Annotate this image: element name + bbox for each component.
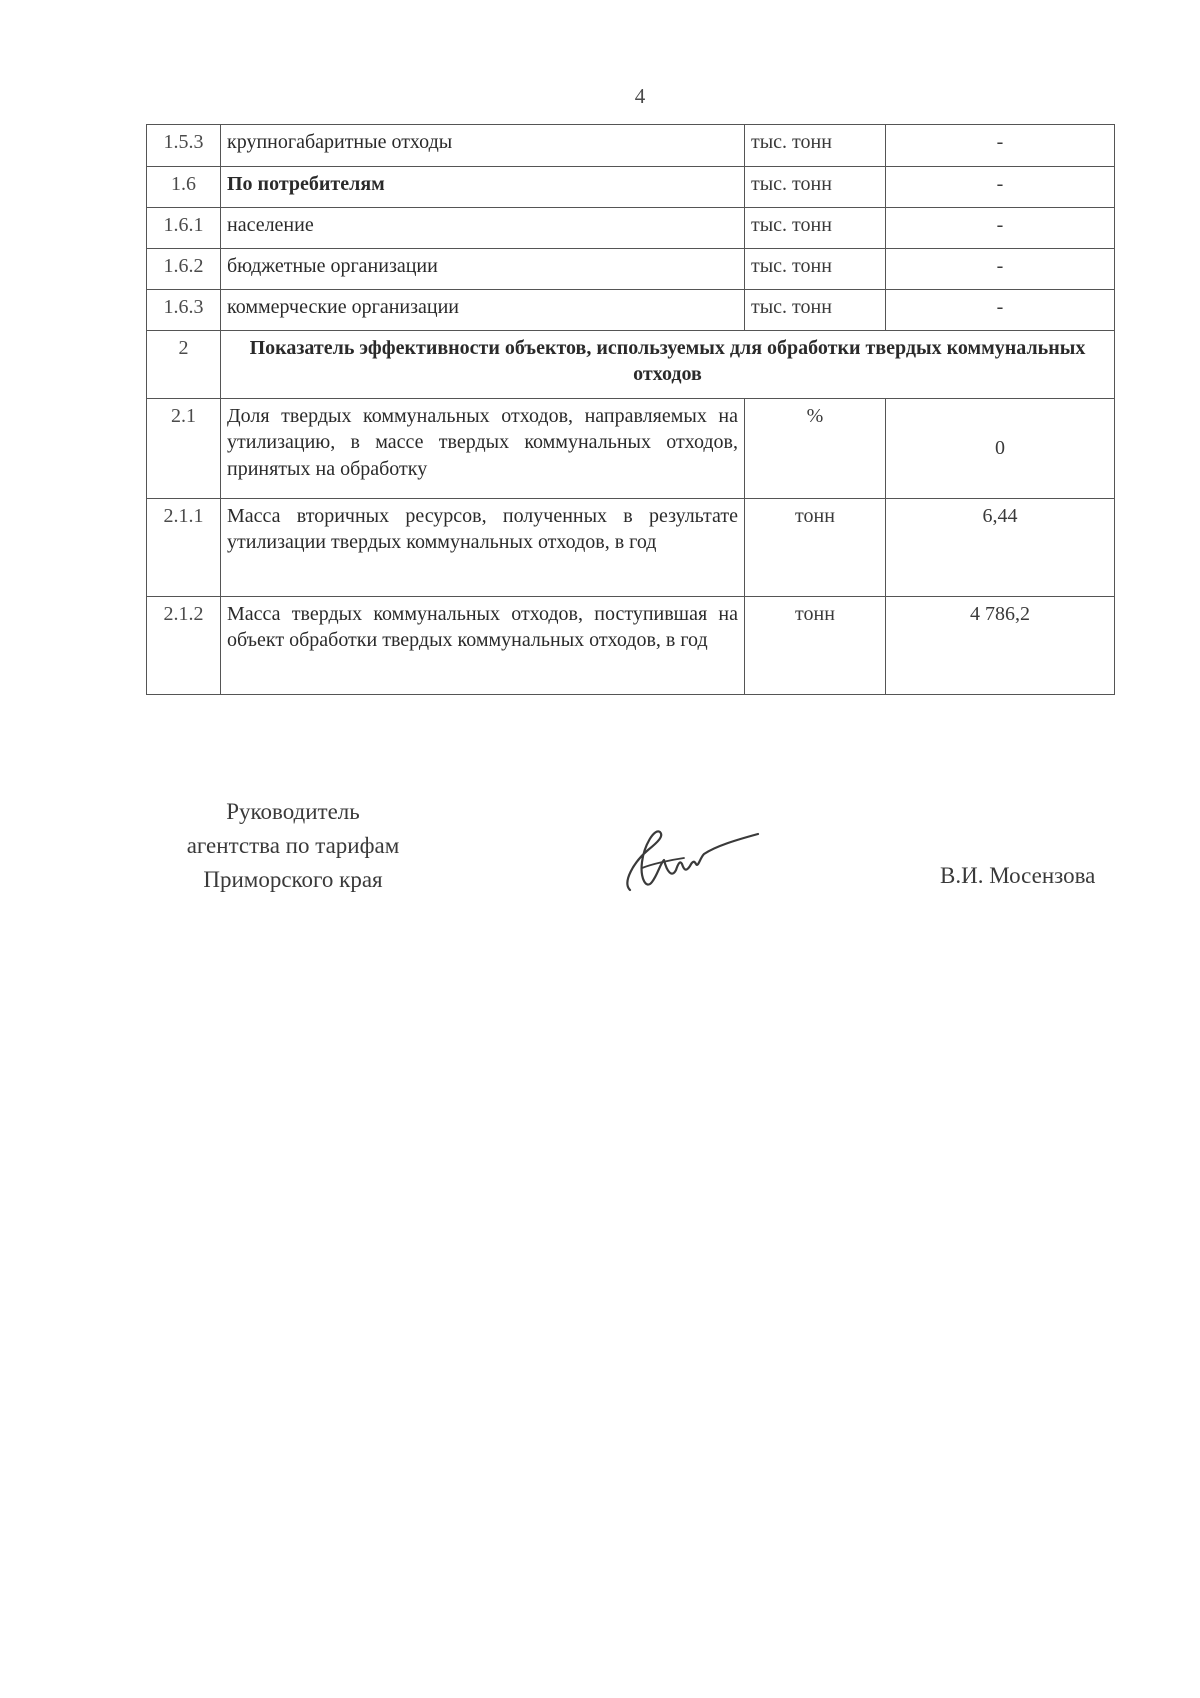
signer-title <box>148 795 438 897</box>
table-row <box>147 399 1115 499</box>
table-row <box>147 125 1115 167</box>
row-unit: тыс. тонн <box>745 167 886 208</box>
row-value: - <box>886 208 1115 249</box>
signer-title-line: агентства по тарифам <box>186 833 400 858</box>
row-name: Масса вторичных ресурсов, полученных в результате утилизации твердых коммунальных отходов, в год <box>221 499 745 597</box>
row-name: население <box>221 208 745 249</box>
row-number: 2.1 <box>147 399 221 499</box>
row-unit: тыс. тонн <box>745 249 886 290</box>
signer-name: В.И. Мосензова <box>940 863 1096 888</box>
row-value: - <box>886 125 1115 167</box>
table-row <box>147 249 1115 290</box>
signer-title-line: Руководитель <box>226 799 360 824</box>
signer-title-line: Приморского края <box>203 867 383 892</box>
row-number: 1.6.3 <box>147 290 221 331</box>
row-name: бюджетные организации <box>221 249 745 290</box>
row-unit: тыс. тонн <box>745 125 886 167</box>
table-row <box>147 597 1115 695</box>
row-unit: тонн <box>745 597 886 695</box>
section-row <box>147 331 1115 399</box>
row-number: 1.6.2 <box>147 249 221 290</box>
row-number: 1.6.1 <box>147 208 221 249</box>
row-value: 6,44 <box>886 499 1115 597</box>
row-number: 1.5.3 <box>147 125 221 167</box>
row-value: - <box>886 290 1115 331</box>
row-unit: % <box>745 399 886 499</box>
row-name: Масса твердых коммунальных отходов, поступившая на объект обработки твердых коммунальных отходов, в год <box>221 597 745 695</box>
row-number: 2.1.2 <box>147 597 221 695</box>
section-title: Показатель эффективности объектов, используемых для обработки твердых коммунальных отходов <box>221 331 1115 399</box>
row-value: - <box>886 249 1115 290</box>
row-number: 2.1.1 <box>147 499 221 597</box>
row-unit: тыс. тонн <box>745 208 886 249</box>
section-number: 2 <box>147 331 221 399</box>
row-name: коммерческие организации <box>221 290 745 331</box>
row-value: 0 <box>886 399 1115 499</box>
row-unit: тонн <box>745 499 886 597</box>
row-value: - <box>886 167 1115 208</box>
row-name: По потребителям <box>221 167 745 208</box>
table-row <box>147 167 1115 208</box>
row-number: 1.6 <box>147 167 221 208</box>
table-row <box>147 290 1115 331</box>
row-value: 4 786,2 <box>886 597 1115 695</box>
indicators-table <box>146 124 1115 695</box>
row-unit: тыс. тонн <box>745 290 886 331</box>
page-number: 4 <box>634 84 646 108</box>
table-row <box>147 499 1115 597</box>
row-name: Доля твердых коммунальных отходов, направляемых на утилизацию, в массе твердых коммунальных отходов, принятых на обработку <box>221 399 745 499</box>
table-row <box>147 208 1115 249</box>
row-name: крупногабаритные отходы <box>221 125 745 167</box>
handwritten-signature <box>612 812 762 902</box>
